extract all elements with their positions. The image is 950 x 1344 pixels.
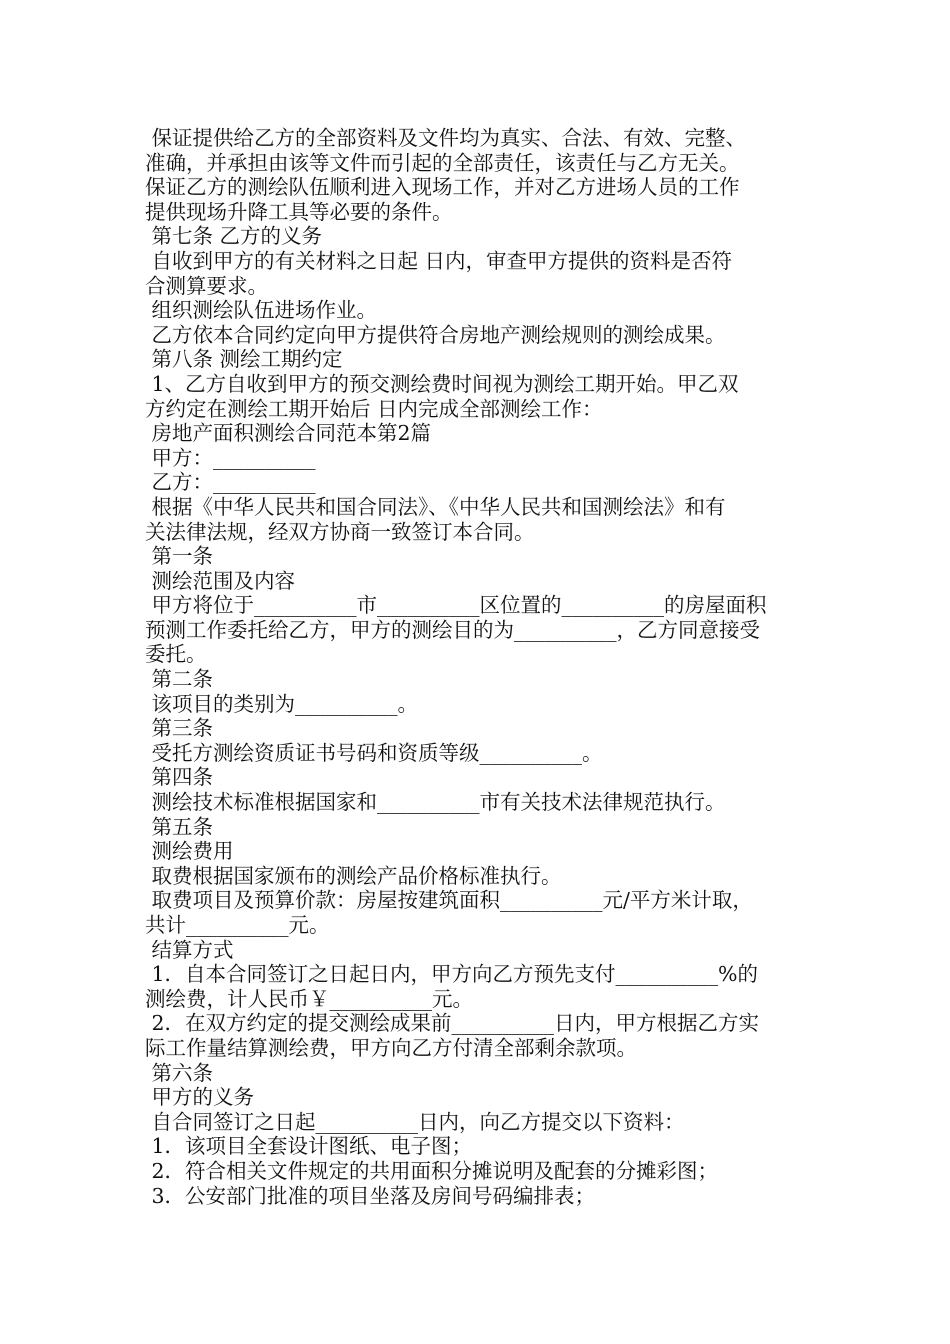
text-line: 预测工作委托给乙方，甲方的测绘目的为__________，乙方同意接受 xyxy=(145,617,760,642)
text-line: 取费根据国家颁布的测绘产品价格标准执行。 xyxy=(145,863,562,888)
text-line: 结算方式 xyxy=(145,937,234,962)
text-line: 自收到甲方的有关材料之日起 日内，审查甲方提供的资料是否符 xyxy=(145,248,733,273)
text-line: 第五条 xyxy=(145,814,214,839)
text-line: 提供现场升降工具等必要的条件。 xyxy=(145,199,453,224)
text-line: 第一条 xyxy=(145,544,214,569)
text-line: 乙方依本合同约定向甲方提供符合房地产测绘规则的测绘成果。 xyxy=(145,322,726,347)
text-line: 际工作量结算测绘费，甲方向乙方付清全部剩余款项。 xyxy=(145,1035,637,1060)
text-line: 甲方：__________ xyxy=(145,445,316,470)
text-line: 乙方：__________ xyxy=(145,470,316,495)
text-line: 房地产面积测绘合同范本第2篇 xyxy=(145,421,432,446)
text-line: 1、乙方自收到甲方的预交测绘费时间视为测绘工期开始。甲乙双 xyxy=(145,371,739,396)
text-line: 受托方测绘资质证书号码和资质等级__________。 xyxy=(145,740,603,765)
text-line: 甲方的义务 xyxy=(145,1085,255,1110)
text-line: 关法律法规，经双方协商一致签订本合同。 xyxy=(145,519,535,544)
text-line: 该项目的类别为__________。 xyxy=(145,691,419,716)
text-line: 第三条 xyxy=(145,716,214,741)
text-line: 第四条 xyxy=(145,765,214,790)
document-body xyxy=(145,126,815,1208)
text-line: 甲方将位于__________市__________区位置的__________的房屋面积 xyxy=(145,593,767,618)
text-line: 第八条 测绘工期约定 xyxy=(145,347,343,372)
text-line: 保证乙方的测绘队伍顺利进入现场工作，并对乙方进场人员的工作 xyxy=(145,175,740,200)
text-line: 第二条 xyxy=(145,667,214,692)
text-line: 第七条 乙方的义务 xyxy=(145,224,323,249)
text-line: 3．公安部门批准的项目坐落及房间号码编排表； xyxy=(145,1183,596,1208)
text-line: 1．该项目全套设计图纸、电子图； xyxy=(145,1134,473,1159)
text-line: 取费项目及预算价款：房屋按建筑面积__________元/平方米计取， xyxy=(145,888,753,913)
text-line: 自合同签订之日起__________日内，向乙方提交以下资料： xyxy=(145,1109,685,1134)
text-line: 委托。 xyxy=(145,642,207,667)
text-line: 测绘费，计人民币￥__________元。 xyxy=(145,986,473,1011)
text-line: 组织测绘队伍进场作业。 xyxy=(145,298,378,323)
text-line: 1．自本合同签订之日起日内，甲方向乙方预先支付__________%的 xyxy=(145,962,759,987)
text-line: 合测算要求。 xyxy=(145,273,268,298)
text-line: 方约定在测绘工期开始后 日内完成全部测绘工作： xyxy=(145,396,603,421)
text-line: 第六条 xyxy=(145,1060,214,1085)
text-line: 保证提供给乙方的全部资料及文件均为真实、合法、有效、完整、 xyxy=(145,126,747,150)
text-line: 共计__________元。 xyxy=(145,913,330,937)
text-line: 测绘技术标准根据国家和__________市有关技术法律规范执行。 xyxy=(145,790,726,815)
text-line: 2．在双方约定的提交测绘成果前__________日内，甲方根据乙方实 xyxy=(145,1011,760,1036)
text-line: 测绘费用 xyxy=(145,839,234,864)
text-line: 根据《中华人民共和国合同法》、《中华人民共和国测绘法》和有 xyxy=(145,494,726,519)
text-line: 准确，并承担由该等文件而引起的全部责任，该责任与乙方无关。 xyxy=(145,150,740,175)
text-line: 测绘范围及内容 xyxy=(145,568,296,593)
text-line: 2．符合相关文件规定的共用面积分摊说明及配套的分摊彩图； xyxy=(145,1158,719,1183)
